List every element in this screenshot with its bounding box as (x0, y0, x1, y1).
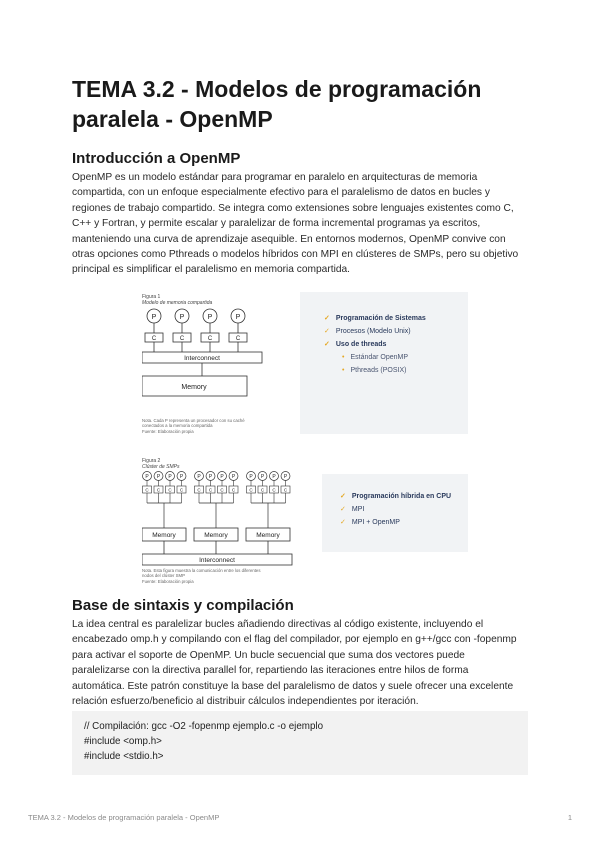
syntax-line: automática. Este patrón constituye la base del paralelismo de datos y suele ofrecer una excelente (72, 680, 514, 692)
memory-label: Memory (152, 532, 176, 539)
check-icon: ✓ (324, 328, 330, 335)
page-title: TEMA 3.2 - Modelos de programación paralela - OpenMP (72, 76, 482, 132)
intro-line: otras opciones como Pthreads o modelos híbridos con MPI en clústeres de SMPs, pero su objetivo (72, 249, 519, 261)
figure1-note-line: conectados a la memoria compartida (142, 423, 213, 429)
page-number: 1 (567, 813, 572, 822)
processor-label: P (220, 474, 224, 480)
figure2-note-line: Fuente: Elaboración propia (142, 578, 194, 584)
processor-label: P (283, 474, 288, 480)
svg-text:P: P (235, 314, 241, 321)
processor-label: P (156, 474, 161, 480)
intro-line: compartida, con un enfoque especialmente efectivo para el paralelismo de datos en bucles y (72, 187, 490, 199)
panel2-list (340, 490, 451, 529)
cache-label: C (179, 487, 184, 493)
smp-node (247, 472, 291, 529)
figure2-note (142, 568, 298, 584)
processor-node (229, 309, 247, 352)
svg-text:C: C (235, 336, 241, 342)
panel1-item: ✓ Programación de Sistemas (324, 315, 426, 322)
processor-label: P (197, 474, 201, 480)
smp-node (195, 472, 239, 529)
syntax-line: relación esfuerzo/beneficio al distribuir cálculos independientes por iteración. (72, 696, 419, 708)
code-block (72, 711, 528, 775)
bullet-panel-systems (300, 292, 468, 434)
cache-label: C (197, 487, 201, 493)
check-icon: ✓ (340, 506, 346, 513)
bullet-dot-icon: • (342, 354, 345, 361)
figure2-caption-number: Figura 2 (142, 458, 161, 464)
panel2-item: ✓ Programación híbrida en CPU (340, 493, 452, 500)
cache-label: C (272, 487, 276, 493)
syntax-heading: Base de sintaxis y compilación (72, 597, 294, 614)
smp-node (143, 472, 187, 529)
panel1-subitem: • Pthreads (POSIX) (342, 367, 407, 374)
check-icon: ✓ (324, 341, 330, 348)
syntax-paragraph (72, 617, 532, 709)
processor-label: P (249, 474, 253, 480)
syntax-line: encabezado omp.h y compilando con el flag del compilador, por ejemplo en g++/gcc con -fopenmp (72, 634, 517, 646)
processor-node (201, 309, 219, 352)
bullet-panel-hybrid (322, 474, 468, 552)
processor-label: P (272, 474, 276, 480)
interconnect-label: Interconnect (199, 557, 235, 564)
svg-text:P: P (151, 314, 157, 321)
cache-label: C (220, 487, 224, 493)
bullet-dot-icon: • (342, 367, 345, 374)
memory-label: Memory (256, 532, 280, 539)
syntax-line: La idea central es paralelizar bucles añadiendo directivas al código existente, incluyendo el (72, 619, 484, 630)
figure2-diagram (142, 470, 298, 568)
panel2-item: ✓ MPI (340, 506, 365, 513)
panel1-subitem: • Estándar OpenMP (342, 354, 409, 361)
cache-label: C (283, 487, 288, 493)
cache-label: C (260, 487, 265, 493)
panel1-list (324, 312, 426, 377)
code-line: // Compilación: gcc -O2 -fopenmp ejemplo.c -o ejemplo (84, 721, 324, 732)
processor-node (145, 309, 163, 352)
code-line: #include <omp.h> (84, 736, 162, 747)
figure-smp-cluster (142, 458, 298, 586)
svg-text:P: P (179, 314, 185, 321)
footer-title: TEMA 3.2 - Modelos de programación paralela - OpenMP (28, 813, 220, 822)
figure2-note-line: Nota. Esta figura muestra la comunicación entre los diferentes (142, 568, 261, 573)
figure1-note-line: Nota. Cada P representa un procesador con su caché (142, 418, 245, 423)
cache-label: C (145, 487, 149, 493)
intro-heading: Introducción a OpenMP (72, 150, 241, 167)
panel2-item: ✓ MPI + OpenMP (340, 519, 400, 526)
code-line: #include <stdio.h> (84, 751, 164, 762)
intro-line: principal es simplificar el paralelismo en memoria compartida. (72, 264, 350, 276)
processor-label: P (231, 474, 236, 480)
figure-shared-memory (142, 294, 292, 444)
syntax-line: para activar el soporte de OpenMP. Un bucle secuencial que suma dos vectores puede (72, 649, 465, 661)
check-icon: ✓ (340, 519, 346, 526)
processor-label: P (260, 474, 265, 480)
figure1-caption-title: Modelo de memoria compartida (142, 300, 213, 306)
panel1-item: ✓ Procesos (Modelo Unix) (324, 328, 411, 335)
memory-label: Memory (181, 384, 207, 391)
processor-label: P (179, 474, 184, 480)
memory-label: Memory (204, 532, 228, 539)
processor-label: P (208, 474, 213, 480)
figure1-diagram (142, 306, 292, 418)
figure1-caption (142, 294, 292, 306)
interconnect-label: Interconnect (184, 355, 220, 362)
cache-label: C (156, 487, 161, 493)
intro-line: OpenMP es un modelo estándar para programar en paralelo en arquitecturas de memoria (72, 172, 478, 183)
cache-label: C (208, 487, 213, 493)
panel1-item: ✓ Uso de threads (324, 341, 387, 348)
cache-label: C (231, 487, 236, 493)
check-icon: ✓ (340, 493, 346, 500)
check-icon: ✓ (324, 315, 330, 322)
svg-text:P: P (207, 314, 213, 321)
intro-line: C++ y Fortran, y permite escalar y paralelizar de forma incremental programas ya escritos, (72, 218, 481, 230)
processor-label: P (145, 474, 149, 480)
intro-line: manteniendo una curva de aprendizaje asequible. En entornos modernos, OpenMP convive con (72, 233, 506, 245)
syntax-line: paralelizarse con la directiva parallel for, repartiendo las iteraciones entre hilos de forma (72, 665, 469, 677)
figure1-note (142, 418, 292, 434)
processor-label: P (168, 474, 172, 480)
figure1-note-line: Fuente: Elaboración propia (142, 428, 194, 434)
figure2-note-line: nodos del clúster SMP (142, 573, 185, 579)
processor-node (173, 309, 191, 352)
figure2-caption-title: Clúster de SMPs (142, 464, 180, 470)
cache-label: C (168, 487, 172, 493)
figure2-caption (142, 458, 298, 470)
intro-paragraph (72, 170, 532, 278)
svg-text:C: C (151, 336, 157, 342)
intro-line: regiones de trabajo compartido. Se integra como extensiones sobre lenguajes existentes como C, (72, 202, 514, 214)
cache-label: C (249, 487, 253, 493)
svg-text:C: C (207, 336, 213, 342)
figure1-caption-number: Figura 1 (142, 294, 161, 300)
svg-text:C: C (179, 336, 185, 342)
